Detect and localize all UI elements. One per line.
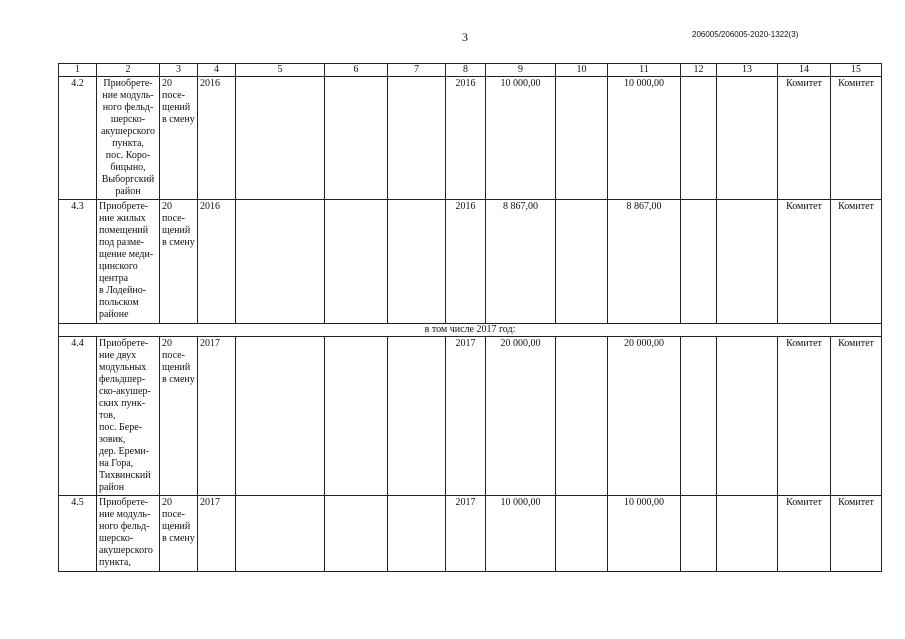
year-end: 2016 <box>446 200 486 324</box>
executor: Комитет <box>831 496 882 572</box>
total-amount: 20 000,00 <box>486 337 556 496</box>
cell-empty <box>717 496 778 572</box>
col-header: 13 <box>717 64 778 77</box>
regional-amount: 8 867,00 <box>608 200 681 324</box>
executor: Комитет <box>778 200 831 324</box>
capacity: 20 посе- щений в смену <box>160 77 198 200</box>
total-amount: 10 000,00 <box>486 496 556 572</box>
section-title: в том числе 2017 год: <box>59 324 882 337</box>
cell-empty <box>388 77 446 200</box>
col-header: 6 <box>325 64 388 77</box>
year-end: 2016 <box>446 77 486 200</box>
year-start: 2016 <box>198 200 236 324</box>
section-row <box>59 324 882 337</box>
table-row <box>59 337 882 496</box>
cell-empty <box>556 337 608 496</box>
object-name: Приобрете- ние двух модульных фельдшер- ско-акушер- ских пунк- тов, пос. Бере- зовик, дер. Ереми- на Гора, Тихвинский район <box>97 337 160 496</box>
col-header: 11 <box>608 64 681 77</box>
year-start: 2017 <box>198 337 236 496</box>
cell-empty <box>236 200 325 324</box>
col-header: 15 <box>831 64 882 77</box>
year-start: 2016 <box>198 77 236 200</box>
row-number: 4.5 <box>59 496 97 572</box>
total-amount: 8 867,00 <box>486 200 556 324</box>
cell-empty <box>717 200 778 324</box>
cell-empty <box>556 77 608 200</box>
capacity: 20 посе- щений в смену <box>160 337 198 496</box>
cell-empty <box>388 337 446 496</box>
col-header: 2 <box>97 64 160 77</box>
cell-empty <box>556 496 608 572</box>
executor: Комитет <box>831 77 882 200</box>
object-name: Приобрете- ние модуль- ного фельд- шерско- акушерского пункта, пос. Коро- бицыно, Выборгский район <box>97 77 160 200</box>
cell-empty <box>236 337 325 496</box>
cell-empty <box>681 200 717 324</box>
year-start: 2017 <box>198 496 236 572</box>
year-end: 2017 <box>446 337 486 496</box>
cell-empty <box>325 496 388 572</box>
document-id: 206005/206005-2020-1322(3) <box>692 30 799 39</box>
cell-empty <box>325 337 388 496</box>
cell-empty <box>236 496 325 572</box>
program-table <box>58 63 882 572</box>
capacity: 20 посе- щений в смену <box>160 200 198 324</box>
col-header: 14 <box>778 64 831 77</box>
table-row <box>59 77 882 200</box>
table-row <box>59 496 882 572</box>
col-header: 8 <box>446 64 486 77</box>
year-end: 2017 <box>446 496 486 572</box>
cell-empty <box>681 77 717 200</box>
executor: Комитет <box>831 200 882 324</box>
cell-empty <box>325 77 388 200</box>
row-number: 4.2 <box>59 77 97 200</box>
cell-empty <box>388 200 446 324</box>
page-number: 3 <box>462 30 468 44</box>
cell-empty <box>388 496 446 572</box>
cell-empty <box>556 200 608 324</box>
executor: Комитет <box>831 337 882 496</box>
row-number: 4.3 <box>59 200 97 324</box>
row-number: 4.4 <box>59 337 97 496</box>
cell-empty <box>681 337 717 496</box>
regional-amount: 10 000,00 <box>608 77 681 200</box>
executor: Комитет <box>778 337 831 496</box>
header-row <box>59 64 882 77</box>
col-header: 10 <box>556 64 608 77</box>
cell-empty <box>681 496 717 572</box>
col-header: 1 <box>59 64 97 77</box>
total-amount: 10 000,00 <box>486 77 556 200</box>
col-header: 3 <box>160 64 198 77</box>
cell-empty <box>717 337 778 496</box>
executor: Комитет <box>778 496 831 572</box>
col-header: 9 <box>486 64 556 77</box>
object-name: Приобрете- ние жилых помещений под разме- щение меди- цинского центра в Лодейно- польском районе <box>97 200 160 324</box>
regional-amount: 10 000,00 <box>608 496 681 572</box>
cell-empty <box>325 200 388 324</box>
cell-empty <box>236 77 325 200</box>
table-row <box>59 200 882 324</box>
capacity: 20 посе- щений в смену <box>160 496 198 572</box>
executor: Комитет <box>778 77 831 200</box>
col-header: 7 <box>388 64 446 77</box>
object-name: Приобрете- ние модуль- ного фельд- шерско- акушерского пункта, <box>97 496 160 572</box>
col-header: 12 <box>681 64 717 77</box>
col-header: 4 <box>198 64 236 77</box>
cell-empty <box>717 77 778 200</box>
col-header: 5 <box>236 64 325 77</box>
regional-amount: 20 000,00 <box>608 337 681 496</box>
